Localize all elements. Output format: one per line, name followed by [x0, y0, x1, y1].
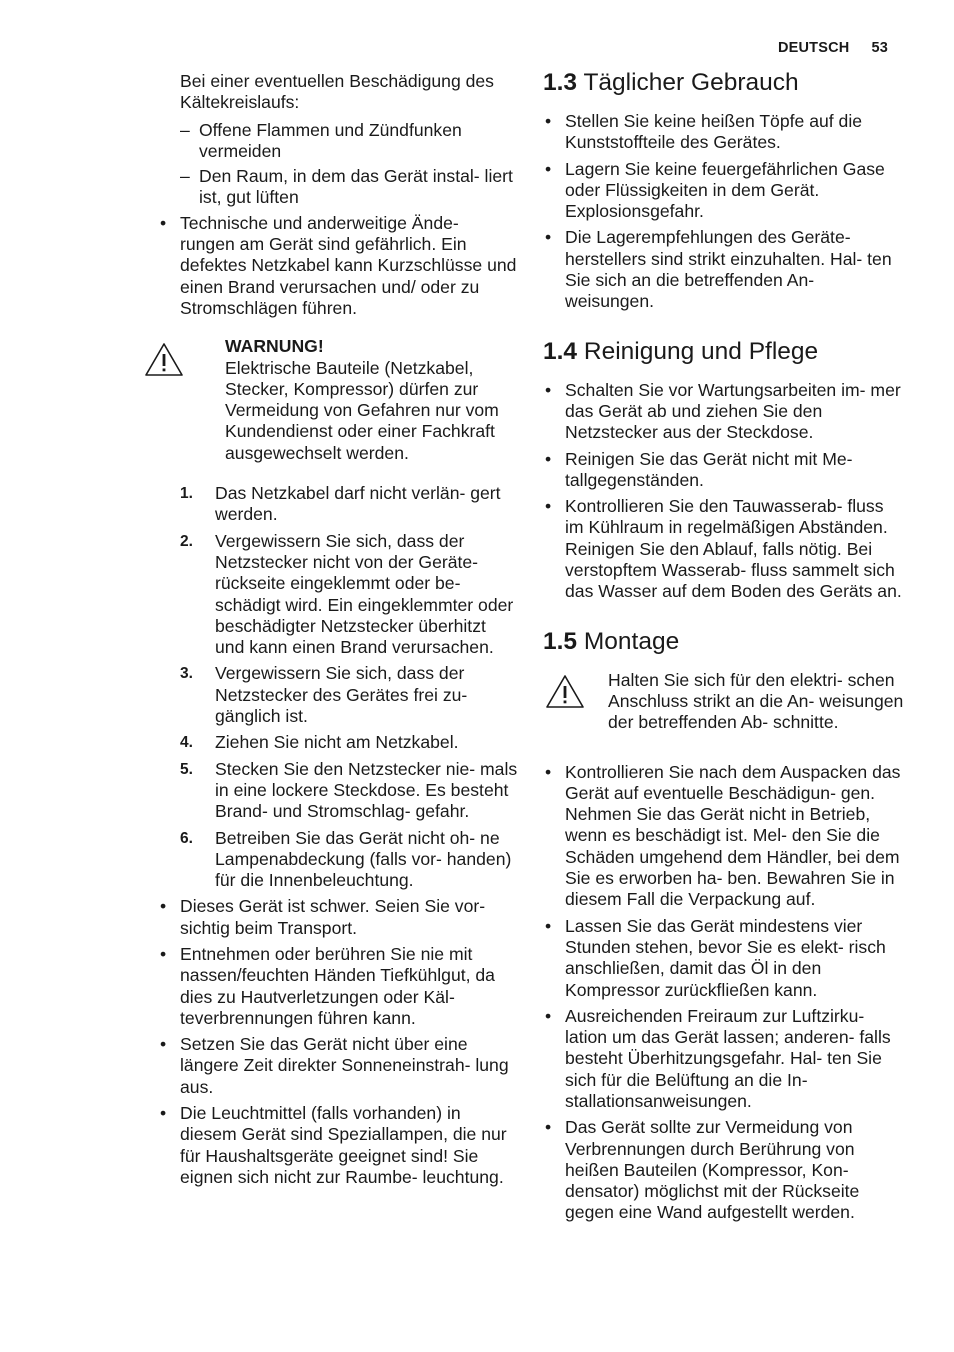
list-item — [158, 896, 518, 939]
item-number: 1. — [180, 485, 193, 503]
page-number: 53 — [871, 40, 888, 56]
left-column — [158, 71, 518, 1193]
list-item-text: Kontrollieren Sie nach dem Auspacken das Gerät auf eventuelle Beschädigun- gen. Nehmen Sie das Gerät nicht in Betrieb, wenn es beschädigt ist. Mel- den Sie die Schäden umgehend dem Händler, bei dem Sie es erworben ha- ben. Bewahren Sie in diesem Fall die Verpackung auf. — [565, 761, 901, 910]
dash-mark: – — [180, 166, 190, 187]
section-title: Reinigung und Pflege — [583, 337, 819, 365]
list-item — [543, 916, 905, 1001]
section-number: 1.3 — [543, 69, 578, 96]
list-item-text: Entnehmen oder berühren Sie nie mit nassen/feuchten Händen Tiefkühlgut, da dies zu Hautverletzungen oder Käl- teverbrennungen führen kann. — [180, 943, 495, 1028]
warning-body — [225, 336, 518, 464]
list-item — [543, 159, 905, 223]
list-item-text: Die Lagerempfehlungen des Geräte- herstellers sind strikt einzuhalten. Hal- ten Sie sich an die betreffenden An- weisungen. — [565, 227, 892, 312]
item-number: 3. — [180, 665, 193, 683]
section-title: Montage — [583, 627, 680, 655]
bullet-mark: • — [545, 915, 552, 936]
page-header — [778, 38, 888, 59]
list-item-text: Kontrollieren Sie den Tauwasserab- fluss im Kühlraum in regelmäßigen Abständen. Reinigen Sie den Ablauf, falls nötig. Bei verstopftem Wasserab- fluss sammelt sich das Wasser auf dem Boden des Geräts an. — [565, 496, 902, 602]
numbered-item-text: Betreiben Sie das Gerät nicht oh- ne Lampenabdeckung (falls vor- handen) für die Innenbeleuchtung. — [215, 827, 512, 891]
numbered-item — [158, 828, 518, 892]
list-item — [158, 166, 518, 209]
bullet-mark: • — [545, 1005, 552, 1026]
list-item — [543, 1117, 905, 1223]
numbered-item-text: Vergewissern Sie sich, dass der Netzstecker des Gerätes frei zu- gänglich ist. — [215, 663, 468, 727]
list-item-text: Den Raum, in dem das Gerät instal- liert ist, gut lüften — [199, 166, 513, 208]
list-item-text: Stellen Sie keine heißen Töpfe auf die Kunststoffteile des Gerätes. — [565, 111, 863, 153]
dash-mark: – — [180, 119, 190, 140]
bullet-mark: • — [160, 1034, 167, 1055]
list-item-text: Lassen Sie das Gerät mindestens vier Stunden stehen, bevor Sie es elekt- risch anschließen, damit das Öl in den Kompressor zurückfließen kann. — [565, 915, 886, 1000]
list-item-text: Setzen Sie das Gerät nicht über eine längere Zeit direkter Sonneneinstrah- lung aus. — [180, 1034, 509, 1097]
bullet-list-b — [158, 896, 518, 1188]
right-column — [543, 68, 905, 1229]
bullet-list-a — [158, 213, 518, 319]
numbered-item — [158, 732, 518, 753]
list-item — [543, 111, 905, 154]
bullet-mark: • — [545, 379, 552, 400]
list-item — [543, 1006, 905, 1112]
list-item — [543, 762, 905, 911]
list-item — [158, 120, 518, 163]
numbered-item-text: Vergewissern Sie sich, dass der Netzstecker nicht von der Geräte- rückseite eingeklemmt oder be- schädigt wird. Ein eingeklemmter oder beschädigter Netzstecker überhitzt und kann einen Brand verursachen. — [215, 530, 514, 658]
numbered-item-text: Das Netzkabel darf nicht verlän- gert werden. — [215, 483, 501, 525]
list-item — [543, 496, 905, 602]
bullet-mark: • — [545, 158, 552, 179]
item-number: 6. — [180, 829, 193, 847]
warning-triangle-icon — [144, 342, 184, 378]
list-item — [543, 380, 905, 444]
list-item-text: Ausreichenden Freiraum zur Luftzirku- lation um das Gerät lassen; anderen- falls besteht Überhitzungsgefahr. Hal- ten Sie sich für die Belüftung an die In- stallationsanweisungen. — [565, 1005, 891, 1111]
bullet-mark: • — [545, 1117, 552, 1138]
bullet-mark: • — [545, 496, 552, 517]
header-language: DEUTSCH — [777, 40, 850, 56]
bullet-mark: • — [160, 943, 167, 964]
list-item — [158, 1034, 518, 1098]
warning-title: WARNUNG! — [225, 336, 324, 357]
bullet-mark: • — [160, 1103, 167, 1124]
item-number: 5. — [180, 760, 193, 778]
numbered-item-text: Stecken Sie den Netzstecker nie- mals in eine lockere Steckdose. Es besteht Brand- und Stromschlag- gefahr. — [215, 758, 518, 822]
bullet-mark: • — [160, 896, 167, 917]
bullet-mark: • — [545, 448, 552, 469]
list-item-text: Offene Flammen und Zündfunken vermeiden — [199, 119, 462, 161]
bullet-list-1-5 — [543, 762, 905, 1224]
dash-list — [158, 120, 518, 209]
section-heading-1-5 — [543, 627, 905, 657]
numbered-list — [158, 483, 518, 891]
warning-text: Elektrische Bauteile (Netzkabel, Stecker, Kompressor) dürfen zur Vermeidung von Gefahren nur vom Kundendienst oder einer Fachkraft ausgewechselt werden. — [225, 357, 499, 463]
note-text: Halten Sie sich für den elektri- schen Anschluss strikt an die An- weisungen der betreffenden Ab- schnitte. — [608, 669, 904, 733]
list-item — [158, 944, 518, 1029]
list-item — [158, 1103, 518, 1188]
list-item-text: Schalten Sie vor Wartungsarbeiten im- mer das Gerät ab und ziehen Sie den Netzstecker aus der Steckdose. — [565, 379, 901, 443]
warning-triangle-icon — [545, 674, 585, 710]
list-item — [543, 449, 905, 492]
bullet-mark: • — [545, 111, 552, 131]
bullet-mark: • — [545, 227, 552, 248]
bullet-list-1-3 — [543, 111, 905, 313]
list-item-text: Die Leuchtmittel (falls vorhanden) in diesem Gerät sind Speziallampen, die nur für Haushaltsgeräte geeignet sind! Sie eignen sich nicht zur Raumbe- leuchtung. — [180, 1103, 507, 1187]
numbered-item — [158, 663, 518, 727]
numbered-item-text: Ziehen Sie nicht am Netzkabel. — [215, 732, 459, 753]
item-number: 4. — [180, 734, 193, 752]
numbered-item — [158, 531, 518, 659]
section-heading-1-3 — [543, 68, 905, 98]
numbered-item — [158, 483, 518, 526]
section-number: 1.4 — [543, 337, 578, 365]
bullet-mark: • — [545, 761, 552, 782]
numbered-item — [158, 759, 518, 823]
bullet-list-1-4 — [543, 380, 905, 603]
list-item-text: Lagern Sie keine feuergefährlichen Gase oder Flüssigkeiten in dem Gerät. Explosionsgefahr. — [565, 158, 885, 222]
list-item — [543, 227, 905, 312]
list-item — [158, 213, 518, 319]
warning-box — [158, 336, 518, 464]
list-item-text: Das Gerät sollte zur Vermeidung von Verbrennungen durch Berührung von heißen Bauteilen (Kompressor, Kon- densator) möglichst mit der Rückseite gegen eine Wand aufgestellt werden. — [565, 1117, 860, 1223]
section-number: 1.5 — [543, 627, 578, 655]
section-title: Täglicher Gebrauch — [583, 69, 799, 96]
list-item-text: Technische und anderweitige Ände- rungen am Gerät sind gefährlich. Ein defektes Netzkabel kann Kurzschlüsse und einen Brand verursachen und/ oder zu Stromschlägen führen. — [180, 212, 517, 318]
section-heading-1-4 — [543, 337, 905, 367]
intro-paragraph: Bei einer eventuellen Beschädigung des Kältekreislaufs: — [180, 71, 494, 113]
list-item-text: Dieses Gerät ist schwer. Seien Sie vor- sichtig beim Transport. — [180, 896, 486, 938]
list-item-text: Reinigen Sie das Gerät nicht mit Me- tallgegenständen. — [565, 448, 853, 490]
bullet-mark: • — [160, 212, 167, 233]
note-box — [543, 670, 905, 734]
item-number: 2. — [180, 532, 193, 550]
